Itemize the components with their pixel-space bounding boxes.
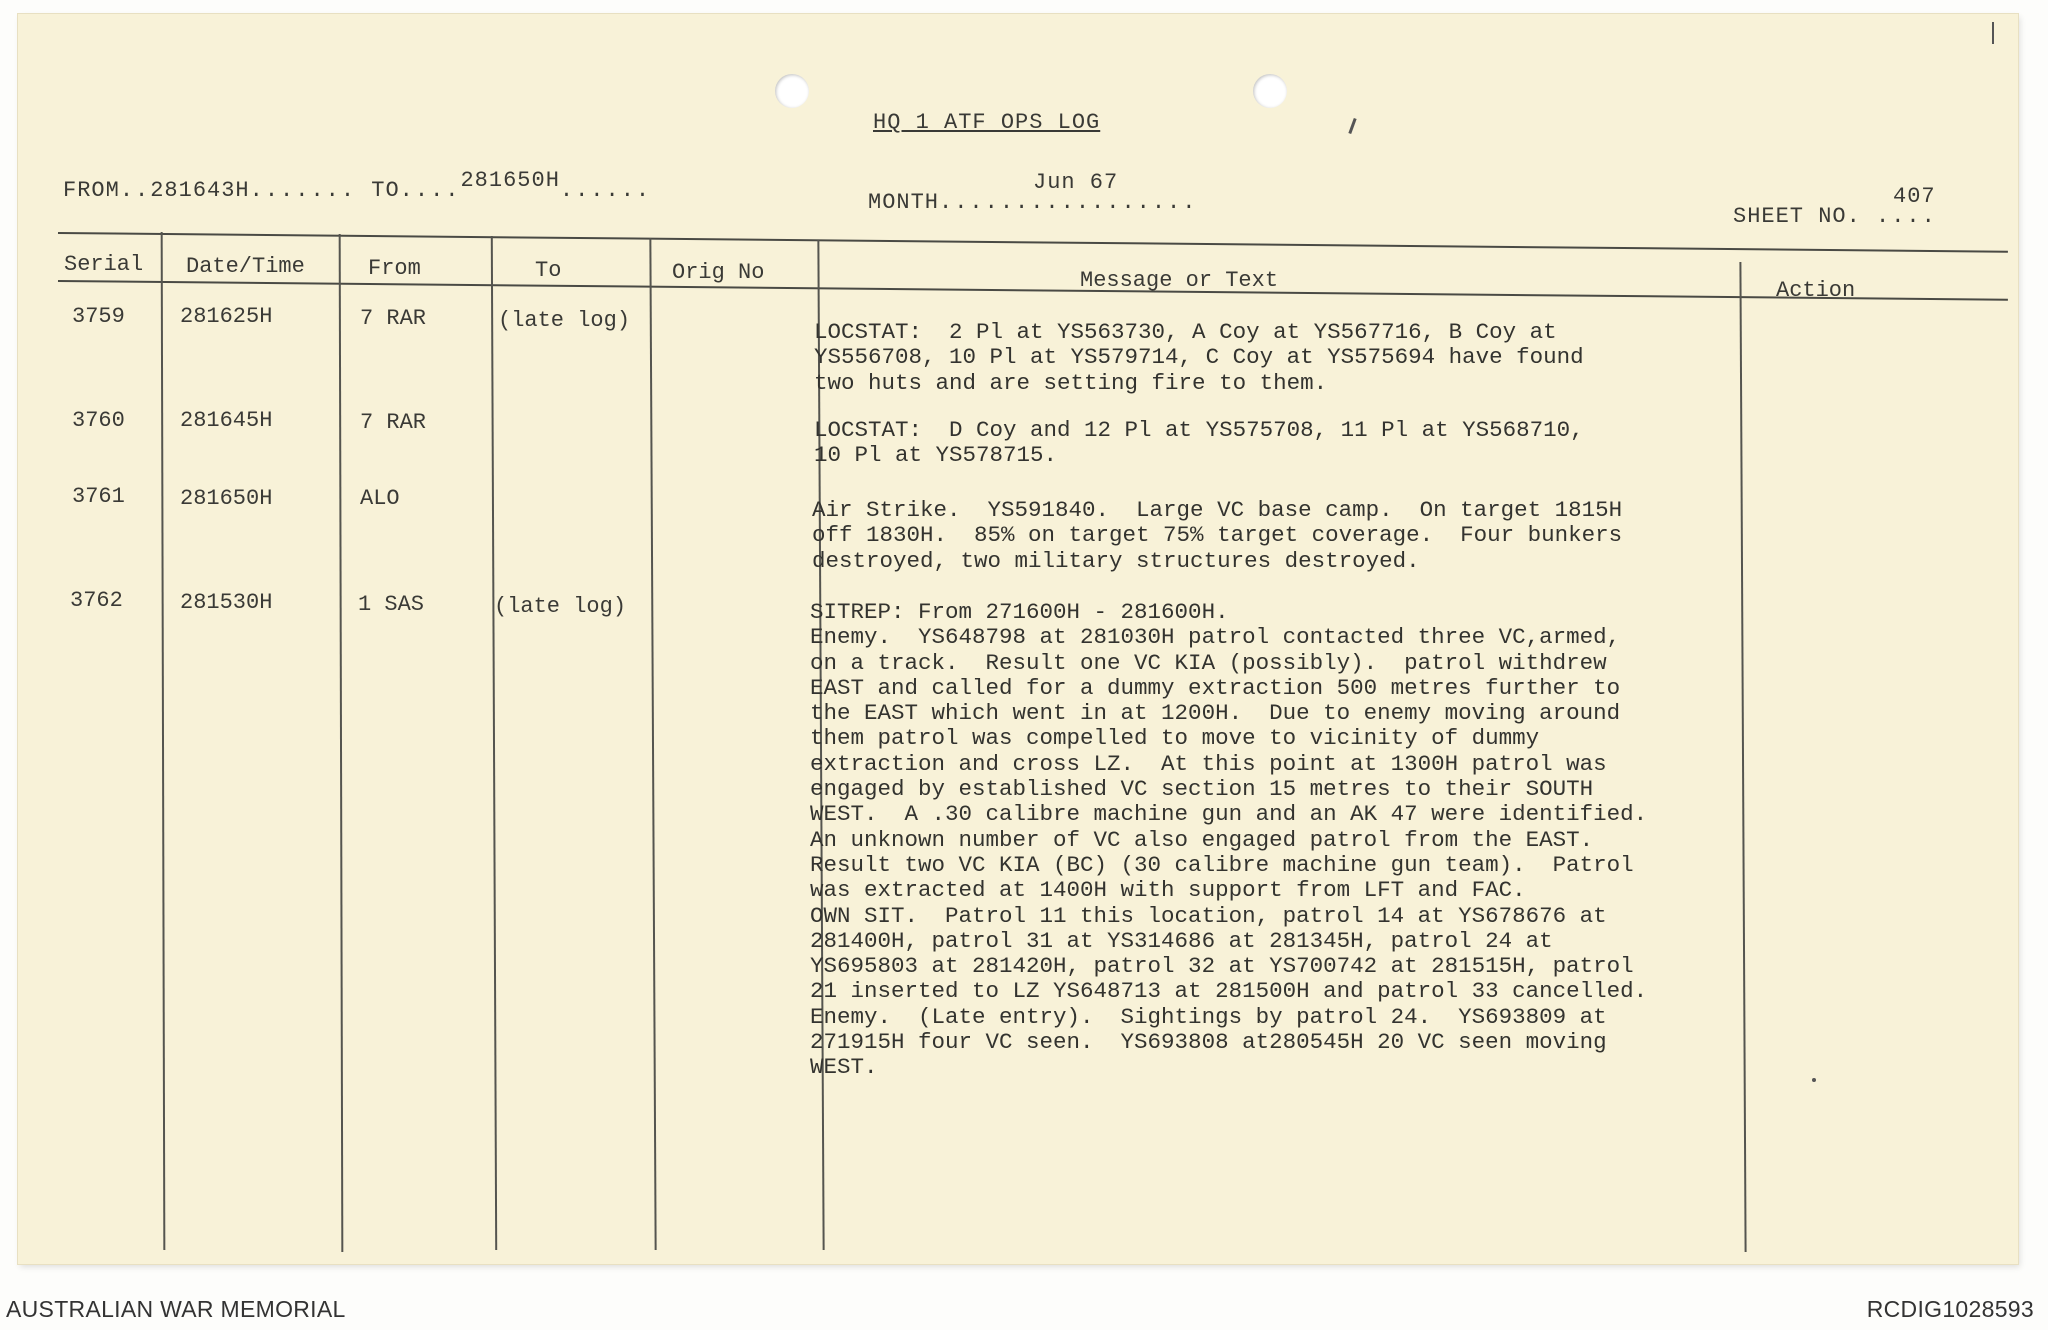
row-datetime: 281650H bbox=[180, 486, 273, 511]
month-label: MONTH bbox=[868, 190, 940, 215]
archive-credit: AUSTRALIAN WAR MEMORIAL bbox=[6, 1296, 346, 1322]
document-sheet bbox=[18, 14, 2018, 1264]
archive-id: RCDIG1028593 bbox=[1866, 1296, 2034, 1322]
header-bottom-rule bbox=[58, 280, 2008, 301]
column-divider bbox=[491, 236, 497, 1250]
row-serial: 3761 bbox=[72, 484, 125, 509]
row-message: LOCSTAT: 2 Pl at YS563730, A Coy at YS567716, B Coy at YS556708, 10 Pl at YS579714, C Coy at YS575694 have found two huts and are setting fire to them. bbox=[814, 319, 1584, 396]
column-divider bbox=[1739, 262, 1746, 1252]
from-value: 281643H bbox=[150, 178, 250, 203]
table-top-rule bbox=[58, 232, 2008, 253]
punch-hole-left bbox=[775, 74, 809, 108]
document-title: HQ 1 ATF OPS LOG bbox=[873, 110, 1101, 135]
sheet-label: SHEET NO. bbox=[1733, 204, 1861, 229]
sheet-line: SHEET NO. .... 407 bbox=[1733, 184, 1937, 229]
pen-mark bbox=[1992, 22, 1994, 44]
column-header-to: To bbox=[535, 258, 562, 283]
sheet-value: 407 bbox=[1893, 184, 1936, 209]
month-value: Jun 67 bbox=[1033, 170, 1119, 195]
row-message: Air Strike. YS591840. Large VC base camp. On target 1815H off 1830H. 85% on target 75% target coverage. Four bunkers destroyed, two military structures destroyed. bbox=[812, 497, 1623, 574]
row-serial: 3759 bbox=[72, 304, 125, 329]
to-label: TO bbox=[371, 178, 400, 203]
row-datetime: 281530H bbox=[180, 590, 273, 615]
column-divider bbox=[339, 234, 344, 1252]
column-header-orig: Orig No bbox=[672, 260, 765, 285]
column-header-action: Action bbox=[1776, 278, 1856, 303]
column-header-from: From bbox=[368, 256, 421, 281]
row-from: 1 SAS bbox=[358, 592, 425, 617]
row-serial: 3760 bbox=[72, 408, 125, 433]
from-to-line: FROM..281643H....... TO....281650H...... bbox=[63, 168, 652, 203]
month-line: MONTH................. Jun 67 bbox=[868, 170, 1198, 215]
punch-hole-right bbox=[1253, 74, 1287, 108]
from-label: FROM bbox=[63, 178, 120, 203]
pen-mark bbox=[1348, 118, 1356, 134]
row-to: (late log) bbox=[494, 594, 627, 619]
row-from: 7 RAR bbox=[360, 410, 427, 435]
row-from: ALO bbox=[360, 486, 400, 511]
to-value: 281650H bbox=[460, 168, 560, 193]
row-datetime: 281645H bbox=[180, 408, 273, 433]
row-to: (late log) bbox=[498, 308, 631, 333]
column-header-datetime: Date/Time bbox=[186, 254, 305, 279]
row-datetime: 281625H bbox=[180, 304, 273, 329]
row-message: SITREP: From 271600H - 281600H. Enemy. YS648798 at 281030H patrol contacted three VC,armed, on a track. Result one VC KIA (possibly). patrol withdrew EAST and called for a dummy extraction 500 metres further to the EAST which went in at 1200H. Due to enemy moving around them patrol was compelled to move to vicinity of dummy extraction and cross LZ. At this point at 1300H patrol was engaged by established VC section 15 metres to their SOUTH WEST. A .30 calibre machine gun and an AK 47 were identified. An unknown number of VC also engaged patrol from the EAST. Result two VC KIA (BC) (30 calibre machine gun team). Patrol was extracted at 1400H with support from LFT and FAC. OWN SIT. Patrol 11 this location, patrol 14 at YS678676 at 281400H, patrol 31 at YS314686 at 281345H, patrol 24 at YS695803 at 281420H, patrol 32 at YS700742 at 281515H, patrol 21 inserted to LZ YS648713 at 281500H and patrol 33 cancelled. Enemy. (Late entry). Sightings by patrol 24. YS693809 at 271915H four VC seen. YS693808 at280545H 20 VC seen moving WEST. bbox=[810, 599, 1648, 1081]
column-header-serial: Serial bbox=[64, 252, 144, 277]
row-from: 7 RAR bbox=[360, 306, 427, 331]
pen-mark bbox=[1812, 1078, 1816, 1082]
column-divider bbox=[649, 238, 656, 1250]
column-divider bbox=[161, 232, 166, 1250]
column-header-message: Message or Text bbox=[1080, 268, 1279, 293]
row-message: LOCSTAT: D Coy and 12 Pl at YS575708, 11 Pl at YS568710, 10 Pl at YS578715. bbox=[814, 417, 1584, 469]
row-serial: 3762 bbox=[70, 588, 123, 613]
